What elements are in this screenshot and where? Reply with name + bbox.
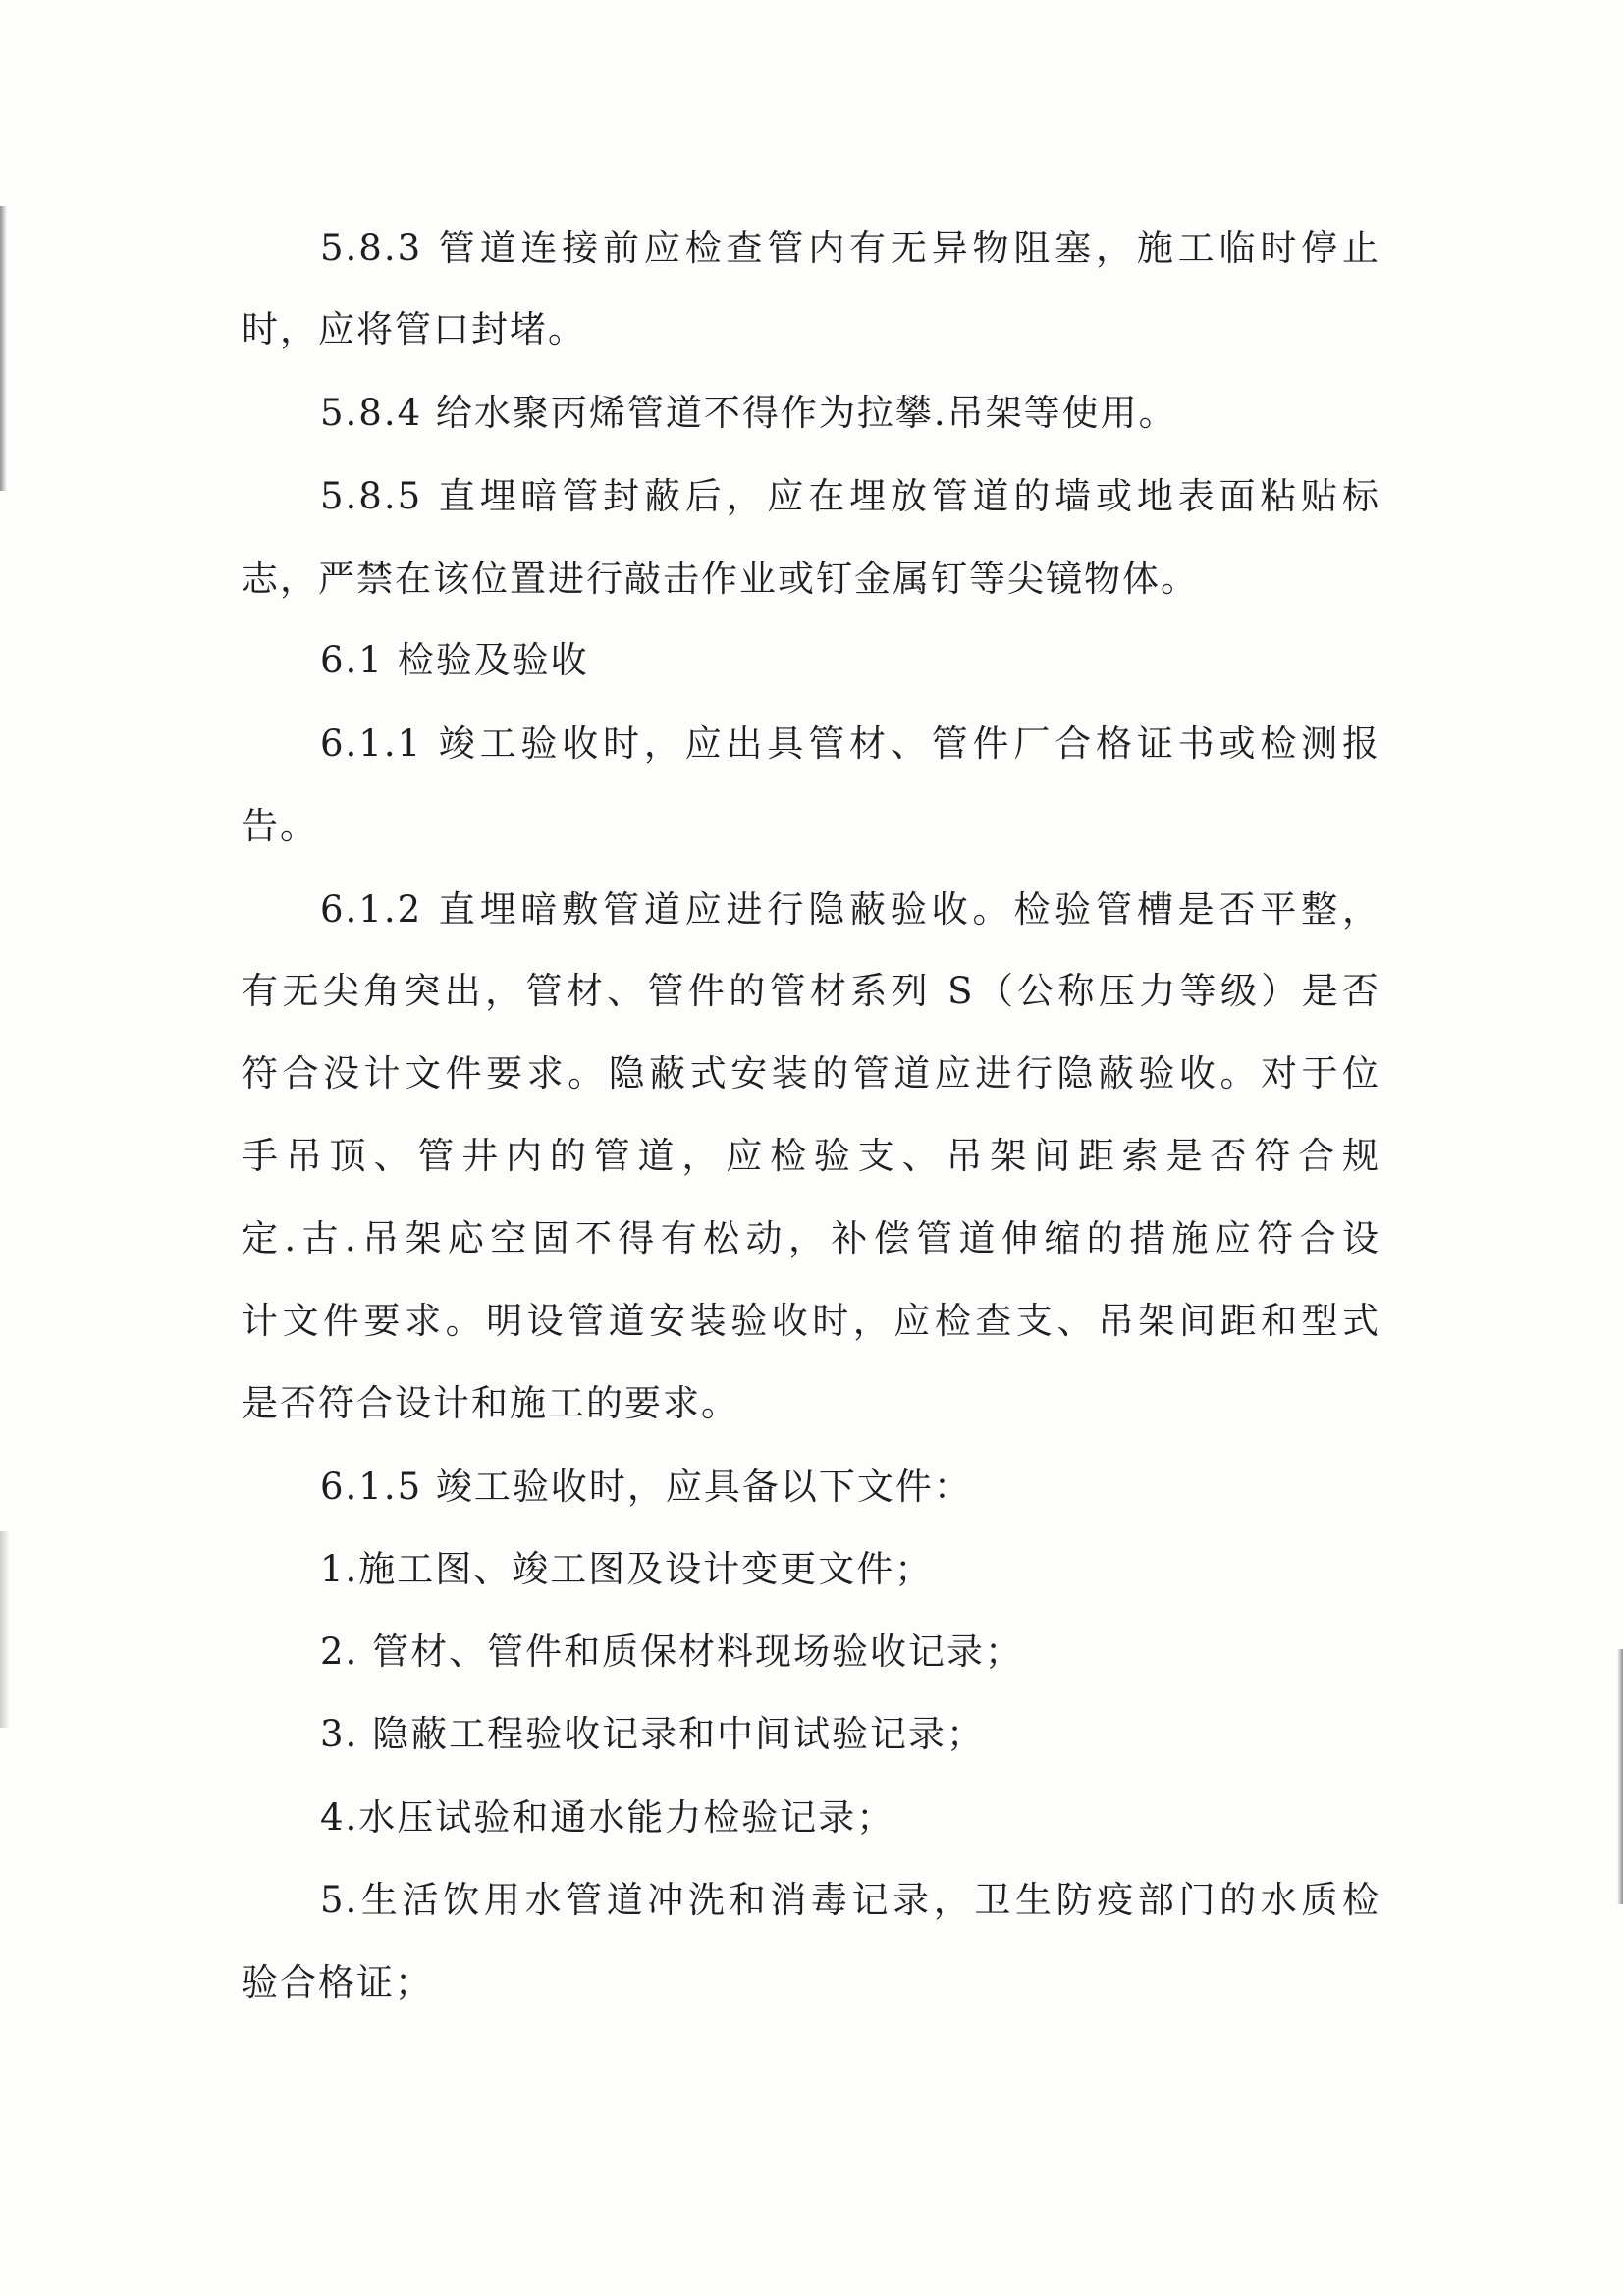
list-item-5-line-1: 5.生活饮用水管道冲洗和消毒记录，卫生防疫部门的水质检 xyxy=(320,1879,1380,1921)
clause-6-1-2-line-1: 6.1.2 直埋暗敷管道应进行隐蔽验收。检验管槽是否平整， xyxy=(320,888,1380,931)
list-item-5-line-2: 验合格证； xyxy=(242,1961,433,2003)
list-item-4: 4.水压试验和通水能力检验记录； xyxy=(320,1796,895,1839)
clause-6-1-2-line-4: 手吊顶、管井内的管道，应检验支、吊架间距索是否符合规 xyxy=(242,1135,1380,1177)
clause-5-8-5-line-1: 5.8.5 直埋暗管封蔽后，应在埋放管道的墙或地表面粘贴标 xyxy=(320,475,1380,517)
clause-6-1-1-line-2: 告。 xyxy=(242,805,318,847)
clause-5-8-3-line-2: 时，应将管口封堵。 xyxy=(242,308,586,350)
clause-6-1-2-line-5: 定.古.吊架応空固不得有松动，补偿管道伸缩的措施应符合设 xyxy=(242,1217,1380,1259)
list-item-3: 3. 隐蔽工程验收记录和中间试验记录； xyxy=(320,1713,986,1755)
clause-6-1-1-line-1: 6.1.1 竣工验收时，应出具管材、管件厂合格证书或检测报 xyxy=(320,722,1380,765)
list-item-1: 1.施工图、竣工图及设计变更文件； xyxy=(320,1548,934,1590)
scan-edge-shadow xyxy=(0,206,7,491)
clause-5-8-4: 5.8.4 给水聚丙烯管道不得作为拉攀.吊架等使用。 xyxy=(320,392,1177,434)
clause-6-1-2-line-2: 有无尖角突出，管材、管件的管材系列 S（公称压力等级）是否 xyxy=(242,970,1380,1012)
scan-edge-shadow xyxy=(1617,1649,1623,1904)
section-6-1-heading: 6.1 检验及验收 xyxy=(320,639,589,681)
list-item-2: 2. 管材、管件和质保材料现场验收记录； xyxy=(320,1630,1024,1673)
clause-5-8-5-line-2: 志，严禁在该位置进行敲击作业或钉金属钉等尖镜物体。 xyxy=(242,558,1199,600)
clause-6-1-5: 6.1.5 竣工验收时，应具备以下文件： xyxy=(320,1466,972,1508)
clause-6-1-2-line-6: 计文件要求。明设管道安装验收时，应检查支、吊架间距和型式 xyxy=(242,1300,1380,1342)
clause-5-8-3-line-1: 5.8.3 管道连接前应检查管内有无异物阻塞，施工临时停止 xyxy=(320,227,1380,269)
clause-6-1-2-line-3: 符合没计文件要求。隐蔽式安装的管道应进行隐蔽验收。对于位 xyxy=(242,1052,1380,1095)
scan-edge-shadow xyxy=(0,1531,10,1728)
clause-6-1-2-line-7: 是否符合设计和施工的要求。 xyxy=(242,1382,739,1424)
